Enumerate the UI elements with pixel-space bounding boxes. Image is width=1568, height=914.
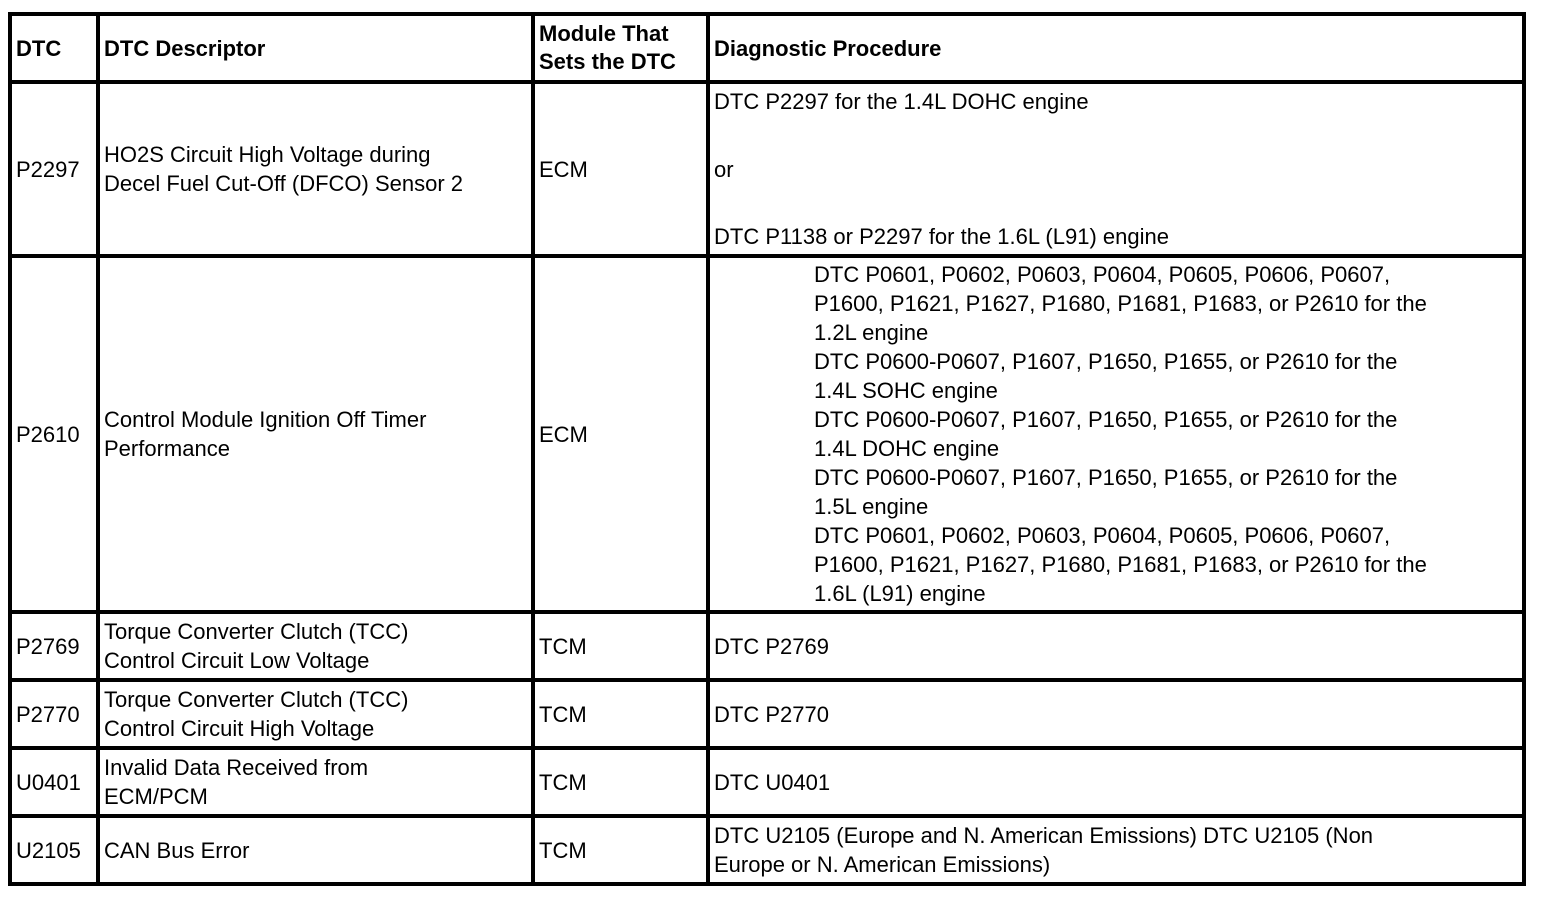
cell-module: TCM bbox=[533, 816, 708, 884]
procedure-link[interactable]: DTC P2297 for the 1.4L DOHC engine bbox=[714, 89, 1089, 114]
procedure-link[interactable]: 1.4L DOHC engine bbox=[814, 436, 1000, 461]
procedure-link[interactable]: 1.6L (L91) engine bbox=[814, 581, 986, 606]
cell-descriptor bbox=[98, 612, 533, 680]
procedure-link[interactable]: 1.2L engine bbox=[814, 320, 929, 345]
procedure-link[interactable]: P1600, P1621, P1627, P1680, P1681, P1683, or P2610 for the bbox=[814, 552, 1427, 577]
table-row bbox=[10, 816, 1524, 884]
cell-descriptor bbox=[98, 82, 533, 256]
descriptor-line: Control Circuit High Voltage bbox=[104, 716, 375, 741]
cell-dtc: P2297 bbox=[10, 82, 98, 256]
descriptor-line: Torque Converter Clutch (TCC) bbox=[104, 619, 409, 644]
procedure-list bbox=[714, 260, 1518, 608]
cell-descriptor bbox=[98, 816, 533, 884]
table-row bbox=[10, 612, 1524, 680]
procedure-line: or bbox=[714, 156, 734, 182]
procedure-link[interactable]: DTC P0601, P0602, P0603, P0604, P0605, P0606, P0607, bbox=[814, 523, 1391, 548]
cell-dtc: P2770 bbox=[10, 680, 98, 748]
cell-module: TCM bbox=[533, 680, 708, 748]
descriptor-line: Control Module Ignition Off Timer bbox=[104, 407, 427, 432]
cell-dtc: P2610 bbox=[10, 256, 98, 612]
header-module bbox=[533, 14, 708, 82]
cell-procedure bbox=[708, 816, 1524, 884]
header-descriptor: DTC Descriptor bbox=[98, 14, 533, 82]
descriptor-line: Invalid Data Received from bbox=[104, 755, 369, 780]
procedure-link[interactable]: DTC P0600-P0607, P1607, P1650, P1655, or P2610 for the bbox=[814, 407, 1398, 432]
cell-descriptor bbox=[98, 256, 533, 612]
header-module-line2: Sets the DTC bbox=[539, 49, 676, 74]
table-row bbox=[10, 748, 1524, 816]
table-row bbox=[10, 680, 1524, 748]
procedure-link[interactable]: DTC P2769 bbox=[714, 633, 829, 659]
procedure-link[interactable]: Europe or N. American Emissions) bbox=[714, 852, 1051, 877]
procedure-link[interactable]: DTC U0401 bbox=[714, 769, 831, 795]
descriptor-line: Decel Fuel Cut-Off (DFCO) Sensor 2 bbox=[104, 171, 464, 196]
cell-descriptor bbox=[98, 680, 533, 748]
procedure-link[interactable]: DTC P0601, P0602, P0603, P0604, P0605, P0606, P0607, bbox=[814, 262, 1391, 287]
descriptor-line: Control Circuit Low Voltage bbox=[104, 648, 370, 673]
table-row bbox=[10, 82, 1524, 256]
cell-procedure bbox=[708, 748, 1524, 816]
header-row bbox=[10, 14, 1524, 82]
descriptor-line: ECM/PCM bbox=[104, 784, 208, 809]
cell-dtc: P2769 bbox=[10, 612, 98, 680]
descriptor-line: CAN Bus Error bbox=[104, 837, 250, 863]
descriptor-line: Torque Converter Clutch (TCC) bbox=[104, 687, 409, 712]
procedure-link[interactable]: DTC P0600-P0607, P1607, P1650, P1655, or P2610 for the bbox=[814, 349, 1398, 374]
procedure-link[interactable]: DTC P0600-P0607, P1607, P1650, P1655, or P2610 for the bbox=[814, 465, 1398, 490]
procedure-link[interactable]: DTC P2770 bbox=[714, 701, 829, 727]
header-dtc: DTC bbox=[10, 14, 98, 82]
cell-module: ECM bbox=[533, 82, 708, 256]
header-procedure: Diagnostic Procedure bbox=[708, 14, 1524, 82]
procedure-link[interactable]: 1.5L engine bbox=[814, 494, 929, 519]
cell-procedure bbox=[708, 612, 1524, 680]
header-module-line1: Module That bbox=[539, 21, 669, 46]
dtc-table bbox=[8, 12, 1526, 886]
procedure-link[interactable]: DTC P1138 or P2297 for the 1.6L (L91) engine bbox=[714, 224, 1169, 249]
cell-procedure bbox=[708, 82, 1524, 256]
cell-dtc: U2105 bbox=[10, 816, 98, 884]
descriptor-line: HO2S Circuit High Voltage during bbox=[104, 142, 431, 167]
procedure-link[interactable]: DTC U2105 (Europe and N. American Emissions) DTC U2105 (Non bbox=[714, 823, 1374, 848]
cell-dtc: U0401 bbox=[10, 748, 98, 816]
cell-procedure bbox=[708, 256, 1524, 612]
cell-module: ECM bbox=[533, 256, 708, 612]
procedure-link[interactable]: P1600, P1621, P1627, P1680, P1681, P1683, or P2610 for the bbox=[814, 291, 1427, 316]
cell-module: TCM bbox=[533, 612, 708, 680]
cell-module: TCM bbox=[533, 748, 708, 816]
table-row bbox=[10, 256, 1524, 612]
cell-descriptor bbox=[98, 748, 533, 816]
descriptor-line: Performance bbox=[104, 436, 230, 461]
procedure-link[interactable]: 1.4L SOHC engine bbox=[814, 378, 998, 403]
cell-procedure bbox=[708, 680, 1524, 748]
